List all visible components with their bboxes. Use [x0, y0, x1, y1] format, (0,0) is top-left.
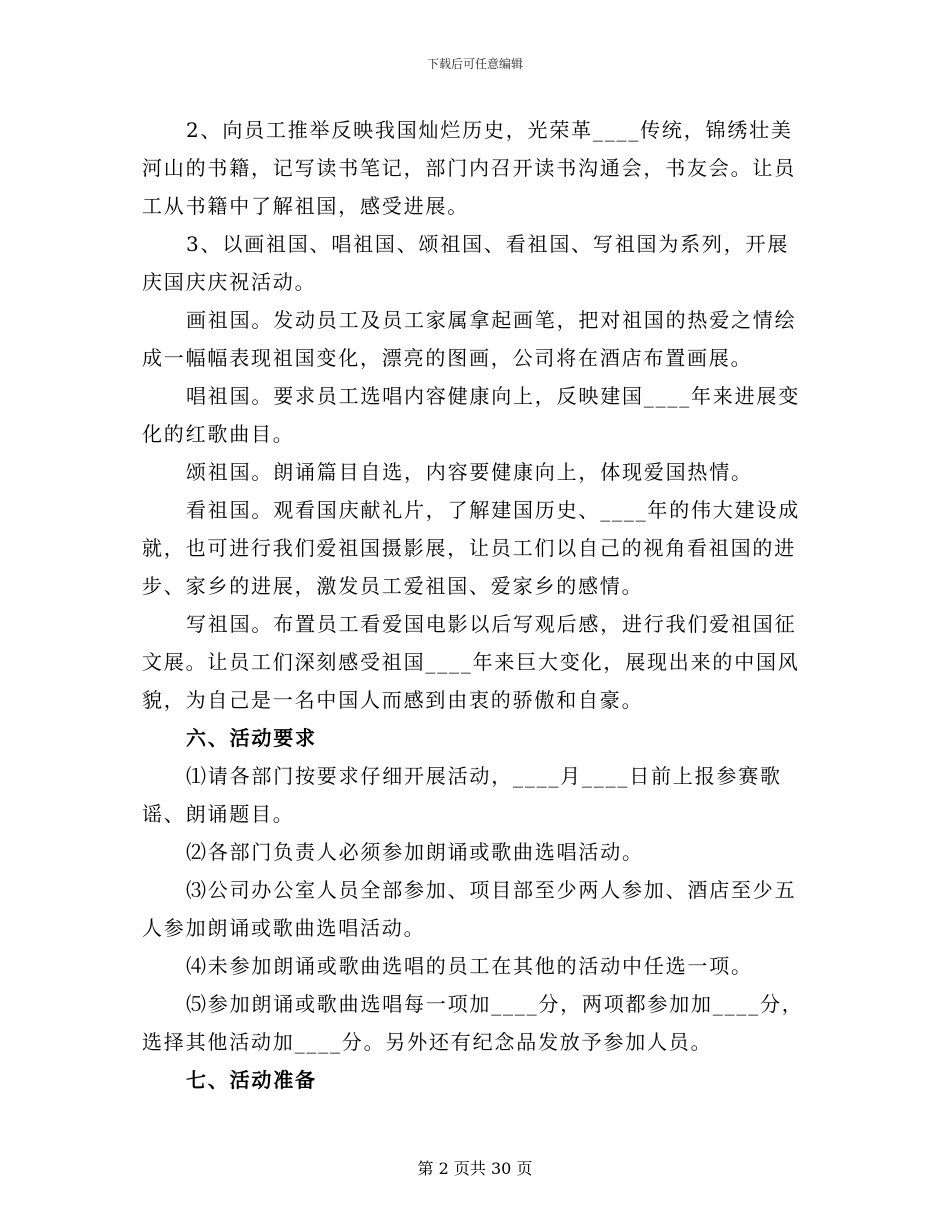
requirement-item-4: ⑷未参加朗诵或歌曲选唱的员工在其他的活动中任选一项。 — [186, 954, 753, 978]
section-heading-preparation: 七、活动准备 — [186, 1068, 317, 1092]
requirement-item-1: ⑴请各部门按要求仔细开展活动，____月____日前上报参赛歌谣、朗诵题目。 — [142, 764, 782, 826]
requirement-item-2: ⑵各部门负责人必须参加朗诵或歌曲选唱活动。 — [186, 840, 644, 864]
paragraph-draw-motherland: 画祖国。发动员工及员工家属拿起画笔，把对祖国的热爱之情绘成一幅幅表现祖国变化，漂亮的图画，公司将在酒店布置画展。 — [142, 308, 797, 370]
document-body — [142, 111, 807, 1099]
paragraph-write-motherland: 写祖国。布置员工看爱国电影以后写观后感，进行我们爱祖国征文展。让员工们深刻感受祖国____年来巨大变化，展现出来的中国风貌，为自己是一名中国人而感到由衷的骄傲和自豪。 — [142, 612, 800, 712]
section-heading-requirements: 六、活动要求 — [186, 726, 317, 750]
paragraph-activity-series: 3、以画祖国、唱祖国、颂祖国、看祖国、写祖国为系列，开展庆国庆庆祝活动。 — [142, 232, 790, 294]
page-number-footer: 第 2 页共 30 页 — [417, 1159, 533, 1178]
page-header-note: 下载后可任意编辑 — [426, 57, 523, 71]
requirement-item-3: ⑶公司办公室人员全部参加、项目部至少两人参加、酒店至少五人参加朗诵或歌曲选唱活动。 — [142, 878, 797, 940]
paragraph-watch-motherland: 看祖国。观看国庆献礼片，了解建国历史、____年的伟大建设成就，也可进行我们爱祖国摄影展，让员工们以自己的视角看祖国的进步、家乡的进展，激发员工爱祖国、爱家乡的感情。 — [142, 498, 800, 598]
paragraph-book-recommendation: 2、向员工推举反映我国灿烂历史，光荣革____传统，锦绣壮美河山的书籍，记写读书笔记，部门内召开读书沟通会，书友会。让员工从书籍中了解祖国，感受进展。 — [142, 118, 796, 218]
paragraph-recite-motherland: 颂祖国。朗诵篇目自选，内容要健康向上，体现爱国热情。 — [186, 460, 753, 484]
requirement-item-5: ⑸参加朗诵或歌曲选唱每一项加____分，两项都参加加____分，选择其他活动加____分。另外还有纪念品发放予参加人员。 — [142, 992, 804, 1054]
paragraph-sing-motherland: 唱祖国。要求员工选唱内容健康向上，反映建国____年来进展变化的红歌曲目。 — [142, 384, 800, 446]
